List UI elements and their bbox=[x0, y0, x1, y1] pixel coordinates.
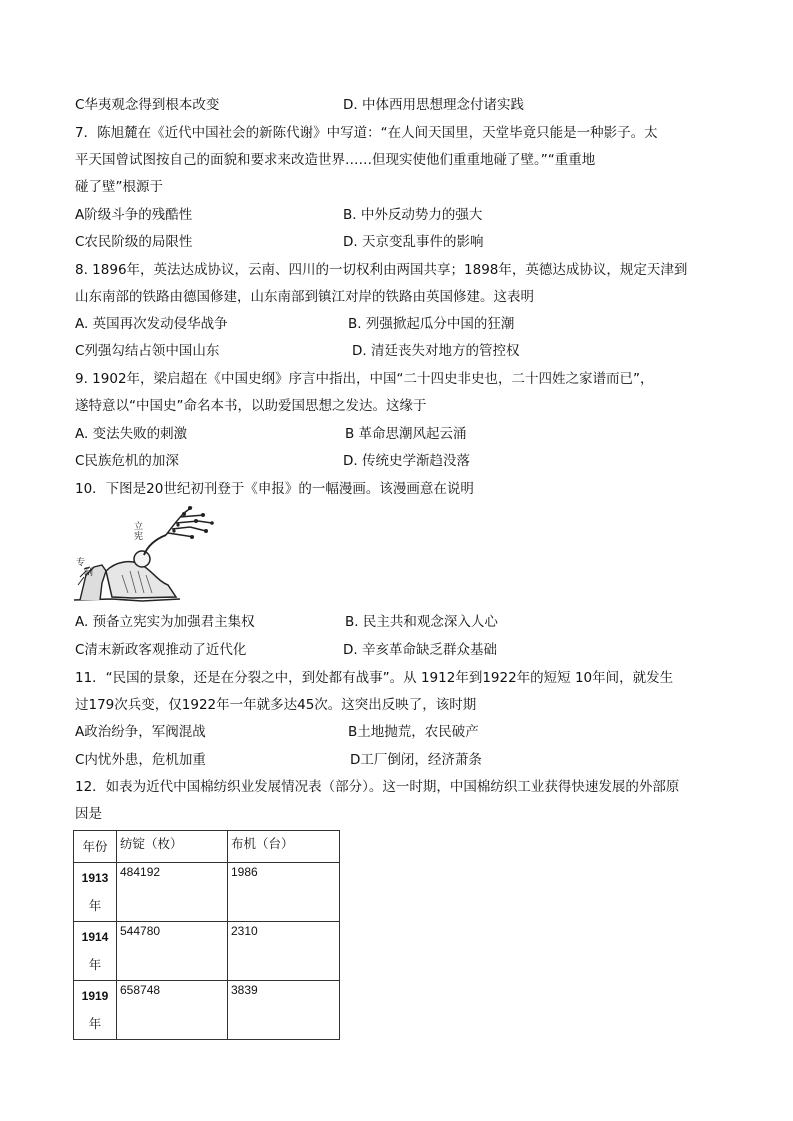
year-cell bbox=[74, 922, 117, 981]
q7-option-a: A阶级斗争的残酷性 bbox=[75, 207, 193, 223]
q10-option-d: D. 辛亥革命缺乏群众基础 bbox=[343, 642, 497, 658]
spindles-cell: 484192 bbox=[117, 863, 228, 922]
q9-option-a: A. 变法失败的刺激 bbox=[75, 426, 188, 442]
q8-stem-line-1: 8. 1896年，英法达成协议，云南、四川的一切权利由两国共享；1898年，英德达成协议，规定天津到 bbox=[75, 262, 688, 278]
q8-option-b: B. 列强掀起瓜分中国的狂潮 bbox=[348, 316, 515, 332]
cotton-textile-table bbox=[73, 830, 340, 1040]
q7-stem-line-3: 碰了壁”根源于 bbox=[75, 179, 163, 195]
q9-stem-line-2: 遂特意以“中国史”命名本书，以助爱国思想之发达。这缘于 bbox=[75, 398, 427, 414]
q7-option-d: D. 天京变乱事件的影响 bbox=[343, 234, 484, 250]
q8-option-c: C列强勾结占领中国山东 bbox=[75, 343, 220, 359]
year-cell bbox=[74, 981, 117, 1040]
looms-cell: 1986 bbox=[228, 863, 340, 922]
year-unit: 年 bbox=[88, 957, 102, 972]
cartoon-label-autocracy: 专 制 bbox=[76, 558, 94, 578]
q10-stem: 10．下图是20世纪初刊登于《申报》的一幅漫画。该漫画意在说明 bbox=[75, 481, 474, 497]
year-number: 1914 bbox=[81, 930, 109, 944]
q6-option-d: D. 中体西用思想理念付诸实践 bbox=[343, 97, 524, 113]
q11-option-b: B土地抛荒，农民破产 bbox=[348, 724, 479, 740]
q10-option-a: A. 预备立宪实为加强君主集权 bbox=[75, 614, 255, 630]
q7-option-c: C农民阶级的局限性 bbox=[75, 234, 193, 250]
q7-option-b: B. 中外反动势力的强大 bbox=[343, 207, 483, 223]
q11-stem-line-1: 11．“民国的景象，还是在分裂之中，到处都有战事”。从 1912年到1922年的短短 10年间，就发生 bbox=[75, 670, 674, 686]
year-cell bbox=[74, 863, 117, 922]
q7-stem-line-2: 平天国曾试图按自己的面貌和要求来改造世界‥‥‥但现实使他们重重地碰了壁。”“重重地 bbox=[75, 152, 596, 168]
q9-option-c: C民族危机的加深 bbox=[75, 453, 179, 469]
year-unit: 年 bbox=[88, 1016, 102, 1031]
table-header-row bbox=[74, 831, 340, 863]
q11-option-a: A政治纷争，军阀混战 bbox=[75, 724, 206, 740]
year-number: 1913 bbox=[81, 871, 109, 885]
q7-stem-line-1: 7．陈旭麓在《近代中国社会的新陈代谢》中写道：“在人间天国里，天堂毕竟只能是一种影子。太 bbox=[75, 125, 658, 141]
year-unit: 年 bbox=[88, 898, 102, 913]
q9-stem-line-1: 9. 1902年，梁启超在《中国史纲》序言中指出，中国“二十四史非史也，二十四姓之家谱而已”， bbox=[75, 371, 654, 387]
looms-cell: 3839 bbox=[228, 981, 340, 1040]
looms-cell: 2310 bbox=[228, 922, 340, 981]
table-row bbox=[74, 981, 340, 1040]
q10-option-c: C清末新政客观推动了近代化 bbox=[75, 642, 247, 658]
table-row bbox=[74, 922, 340, 981]
cartoon-label-constitution: 立 宪 bbox=[134, 522, 144, 542]
spindles-cell: 544780 bbox=[117, 922, 228, 981]
q8-stem-line-2: 山东南部的铁路由德国修建，山东南部到镇江对岸的铁路由英国修建。这表明 bbox=[75, 289, 534, 305]
q11-option-d: D工厂倒闭，经济萧条 bbox=[350, 752, 482, 768]
q8-option-d: D. 清廷丧失对地方的管控权 bbox=[352, 343, 520, 359]
q6-option-c: C华夷观念得到根本改变 bbox=[75, 97, 220, 113]
header-year: 年份 bbox=[74, 831, 117, 863]
q9-option-d: D. 传统史学渐趋没落 bbox=[343, 453, 470, 469]
q12-stem-line-1: 12．如表为近代中国棉纺织业发展情况表（部分）。这一时期，中国棉纺织工业获得快速发展的外部原 bbox=[75, 779, 680, 795]
q8-option-a: A. 英国再次发动侵华战争 bbox=[75, 316, 228, 332]
year-number: 1919 bbox=[81, 989, 109, 1003]
q11-stem-line-2: 过179次兵变，仅1922年一年就多达45次。这突出反映了，该时期 bbox=[75, 697, 477, 713]
cartoon-image bbox=[72, 505, 214, 605]
spindles-cell: 658748 bbox=[117, 981, 228, 1040]
header-looms: 布机（台） bbox=[228, 831, 340, 863]
header-spindles: 纺锭（枚） bbox=[117, 831, 228, 863]
table-row bbox=[74, 863, 340, 922]
q10-option-b: B. 民主共和观念深入人心 bbox=[345, 614, 498, 630]
q11-option-c: C内忧外患，危机加重 bbox=[75, 752, 206, 768]
q12-stem-line-2: 因是 bbox=[75, 806, 102, 822]
q9-option-b: B 革命思潮风起云涌 bbox=[345, 426, 467, 442]
